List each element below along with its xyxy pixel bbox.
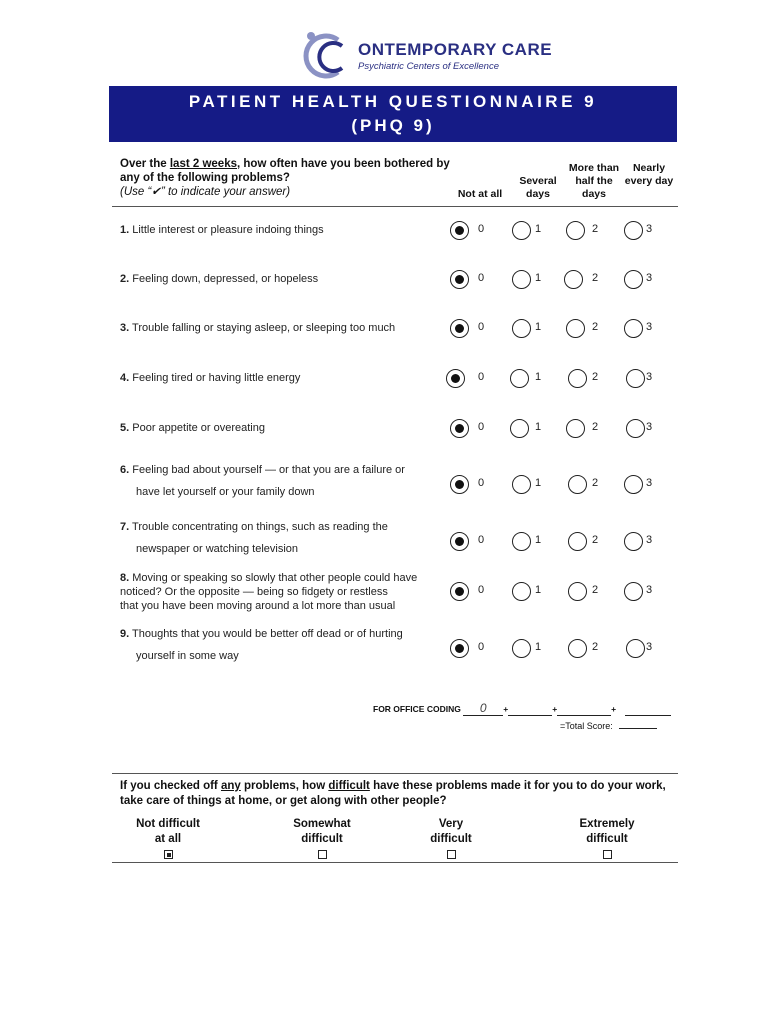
answer-radio-q6-1[interactable] bbox=[512, 475, 531, 494]
answer-radio-q6-0[interactable] bbox=[450, 475, 469, 494]
question-text-1 bbox=[120, 223, 450, 237]
difficulty-option-line-2: at all bbox=[154, 833, 182, 845]
answer-radio-q7-1[interactable] bbox=[512, 532, 531, 551]
answer-label: 0 bbox=[478, 223, 485, 235]
answer-label: 0 bbox=[478, 321, 485, 333]
question-text-9 bbox=[120, 627, 450, 663]
col-head-more-than-half: More than half the days bbox=[568, 162, 620, 200]
answer-label: 2 bbox=[592, 584, 599, 596]
intro-part1: Over the bbox=[120, 158, 170, 170]
difficulty-checkbox-1[interactable] bbox=[164, 850, 173, 859]
intro-hint: (Use “✔” to indicate your answer) bbox=[120, 186, 291, 198]
answer-label: 0 bbox=[478, 584, 485, 596]
answer-radio-q3-2[interactable] bbox=[566, 319, 585, 338]
answer-radio-q7-3[interactable] bbox=[624, 532, 643, 551]
answer-radio-q4-1[interactable] bbox=[510, 369, 529, 388]
answer-radio-q2-3[interactable] bbox=[624, 270, 643, 289]
question-line-2: yourself in some way bbox=[136, 650, 239, 662]
answer-label: 3 bbox=[646, 321, 653, 333]
answer-label: 1 bbox=[535, 534, 542, 546]
col-head-not-at-all: Not at all bbox=[457, 188, 503, 200]
header-divider bbox=[112, 206, 678, 207]
difficulty-option-line-1: Somewhat bbox=[293, 818, 351, 830]
office-coding bbox=[373, 701, 671, 716]
answer-radio-q1-1[interactable] bbox=[512, 221, 531, 240]
answer-radio-q5-1[interactable] bbox=[510, 419, 529, 438]
question-number: 3. bbox=[120, 322, 130, 334]
answer-label: 1 bbox=[535, 321, 542, 333]
office-coding-label: FOR OFFICE CODING bbox=[373, 704, 461, 714]
answer-label: 3 bbox=[646, 584, 653, 596]
answer-radio-q8-3[interactable] bbox=[624, 582, 643, 601]
total-score bbox=[560, 721, 657, 731]
question-line-3: that you have been moving around a lot more than usual bbox=[120, 600, 396, 612]
office-plus-2: + bbox=[552, 704, 558, 714]
answer-radio-q8-2[interactable] bbox=[568, 582, 587, 601]
question-text-6 bbox=[120, 463, 450, 499]
intro-part2: , how often have you been bothered by any of the following problems? bbox=[120, 158, 450, 184]
question-line-1: Trouble concentrating on things, such as reading the bbox=[132, 521, 388, 533]
question-text-3 bbox=[120, 321, 450, 335]
question-text-8 bbox=[120, 571, 450, 613]
answer-radio-q9-3[interactable] bbox=[626, 639, 645, 658]
answer-label: 2 bbox=[592, 534, 599, 546]
office-plus-3: + bbox=[611, 704, 617, 714]
diff-q-part1: If you checked off bbox=[120, 780, 221, 792]
difficulty-option-line-1: Extremely bbox=[579, 818, 635, 830]
answer-label: 1 bbox=[535, 641, 542, 653]
difficulty-option-line-2: difficult bbox=[430, 833, 472, 845]
answer-label: 2 bbox=[592, 477, 599, 489]
col-head-several-days: Several days bbox=[519, 175, 557, 200]
difficulty-option-1 bbox=[128, 817, 208, 847]
question-line-2: noticed? Or the opposite — being so fidgety or restless bbox=[120, 586, 388, 598]
answer-radio-q9-2[interactable] bbox=[568, 639, 587, 658]
answer-label: 1 bbox=[535, 421, 542, 433]
question-number: 4. bbox=[120, 372, 130, 384]
answer-radio-q5-3[interactable] bbox=[626, 419, 645, 438]
diff-q-difficult: difficult bbox=[328, 780, 370, 792]
question-number: 8. bbox=[120, 572, 130, 584]
brand-logo bbox=[298, 30, 553, 80]
answer-label: 1 bbox=[535, 477, 542, 489]
office-coding-col3[interactable] bbox=[625, 701, 671, 716]
difficulty-option-3 bbox=[406, 817, 496, 847]
answer-label: 3 bbox=[646, 641, 653, 653]
cc-logo-icon bbox=[298, 30, 356, 80]
answer-label: 3 bbox=[646, 272, 653, 284]
question-line-1: Feeling bad about yourself — or that you are a failure or bbox=[132, 464, 405, 476]
answer-label: 3 bbox=[646, 477, 653, 489]
answer-radio-q6-2[interactable] bbox=[568, 475, 587, 494]
answer-radio-q2-1[interactable] bbox=[512, 270, 531, 289]
answer-radio-q9-0[interactable] bbox=[450, 639, 469, 658]
page-subtitle: (PHQ 9) bbox=[351, 116, 435, 135]
title-banner bbox=[109, 86, 677, 142]
answer-radio-q3-0[interactable] bbox=[450, 319, 469, 338]
answer-radio-q4-3[interactable] bbox=[626, 369, 645, 388]
total-score-label: =Total Score: bbox=[560, 721, 613, 731]
answer-label: 2 bbox=[592, 421, 599, 433]
question-number: 6. bbox=[120, 464, 130, 476]
answer-radio-q7-2[interactable] bbox=[568, 532, 587, 551]
question-line-2: have let yourself or your family down bbox=[136, 486, 315, 498]
answer-label: 2 bbox=[592, 321, 599, 333]
answer-label: 1 bbox=[535, 584, 542, 596]
answer-radio-q6-3[interactable] bbox=[624, 475, 643, 494]
office-coding-col2[interactable] bbox=[557, 701, 611, 716]
answer-radio-q5-0[interactable] bbox=[450, 419, 469, 438]
question-line-1: Moving or speaking so slowly that other people could have bbox=[132, 572, 418, 584]
answer-radio-q3-1[interactable] bbox=[512, 319, 531, 338]
question-number: 2. bbox=[120, 273, 130, 285]
answer-label: 1 bbox=[535, 272, 542, 284]
difficulty-top-divider bbox=[112, 773, 678, 774]
difficulty-checkbox-4[interactable] bbox=[603, 850, 612, 859]
answer-radio-q5-2[interactable] bbox=[566, 419, 585, 438]
question-line-1: Thoughts that you would be better off dead or of hurting bbox=[132, 628, 403, 640]
answer-radio-q8-0[interactable] bbox=[450, 582, 469, 601]
col-head-nearly-every-day: Nearly every day bbox=[624, 162, 674, 187]
question-text-7 bbox=[120, 520, 450, 556]
diff-q-part3: have these problems made it for you to do your work, take care of things at home, or get along with other people? bbox=[120, 780, 666, 807]
diff-q-part2: problems, how bbox=[240, 780, 329, 792]
difficulty-option-line-2: difficult bbox=[301, 833, 343, 845]
answer-label: 2 bbox=[592, 223, 599, 235]
intro-question bbox=[120, 157, 460, 199]
question-line-1: Poor appetite or overeating bbox=[132, 422, 265, 434]
answer-radio-q4-2[interactable] bbox=[568, 369, 587, 388]
answer-label: 0 bbox=[478, 641, 485, 653]
question-line-1: Trouble falling or staying asleep, or sleeping too much bbox=[132, 322, 396, 334]
diff-q-any: any bbox=[220, 780, 241, 792]
answer-radio-q2-2[interactable] bbox=[564, 270, 583, 289]
question-line-1: Little interest or pleasure indoing things bbox=[132, 224, 324, 236]
answer-radio-q4-0[interactable] bbox=[446, 369, 465, 388]
answer-radio-q8-1[interactable] bbox=[512, 582, 531, 601]
answer-radio-q2-0[interactable] bbox=[450, 270, 469, 289]
answer-label: 0 bbox=[478, 477, 485, 489]
answer-label: 0 bbox=[478, 421, 485, 433]
office-coding-col0[interactable]: 0 bbox=[463, 701, 503, 716]
answer-label: 0 bbox=[478, 371, 485, 383]
difficulty-option-line-1: Very bbox=[438, 818, 464, 830]
page-title: PATIENT HEALTH QUESTIONNAIRE 9 bbox=[188, 92, 598, 111]
question-number: 5. bbox=[120, 422, 130, 434]
answer-label: 3 bbox=[646, 421, 653, 433]
question-number: 7. bbox=[120, 521, 130, 533]
answer-radio-q1-3[interactable] bbox=[624, 221, 643, 240]
logo-tagline: Psychiatric Centers of Excellence bbox=[358, 61, 499, 72]
difficulty-checkbox-2[interactable] bbox=[318, 850, 327, 859]
difficulty-checkbox-3[interactable] bbox=[447, 850, 456, 859]
question-text-5 bbox=[120, 421, 450, 435]
difficulty-option-line-2: difficult bbox=[586, 833, 628, 845]
question-text-4 bbox=[120, 371, 450, 385]
intro-underlined: last 2 weeks bbox=[169, 158, 237, 170]
answer-label: 2 bbox=[592, 641, 599, 653]
answer-label: 3 bbox=[646, 534, 653, 546]
answer-label: 1 bbox=[535, 223, 542, 235]
difficulty-option-4 bbox=[552, 817, 662, 847]
answer-label: 2 bbox=[592, 371, 599, 383]
total-score-field[interactable] bbox=[619, 728, 657, 729]
answer-radio-q3-3[interactable] bbox=[624, 319, 643, 338]
office-plus-1: + bbox=[503, 704, 509, 714]
question-line-1: Feeling tired or having little energy bbox=[132, 372, 301, 384]
answer-label: 1 bbox=[535, 371, 542, 383]
answer-label: 2 bbox=[592, 272, 599, 284]
answer-radio-q9-1[interactable] bbox=[512, 639, 531, 658]
answer-radio-q1-2[interactable] bbox=[566, 221, 585, 240]
difficulty-option-2 bbox=[272, 817, 372, 847]
answer-radio-q7-0[interactable] bbox=[450, 532, 469, 551]
answer-radio-q1-0[interactable] bbox=[450, 221, 469, 240]
question-number: 9. bbox=[120, 628, 130, 640]
question-line-1: Feeling down, depressed, or hopeless bbox=[132, 273, 319, 285]
answer-label: 3 bbox=[646, 371, 653, 383]
logo-name: ONTEMPORARY CARE bbox=[358, 40, 553, 59]
difficulty-option-line-1: Not difficult bbox=[136, 818, 200, 830]
office-coding-col1[interactable] bbox=[508, 701, 552, 716]
answer-label: 0 bbox=[478, 272, 485, 284]
difficulty-bottom-divider bbox=[112, 862, 678, 863]
question-line-2: newspaper or watching television bbox=[136, 543, 299, 555]
answer-label: 3 bbox=[646, 223, 653, 235]
answer-label: 0 bbox=[478, 534, 485, 546]
difficulty-question bbox=[120, 779, 670, 809]
question-text-2 bbox=[120, 272, 450, 286]
question-number: 1. bbox=[120, 224, 130, 236]
